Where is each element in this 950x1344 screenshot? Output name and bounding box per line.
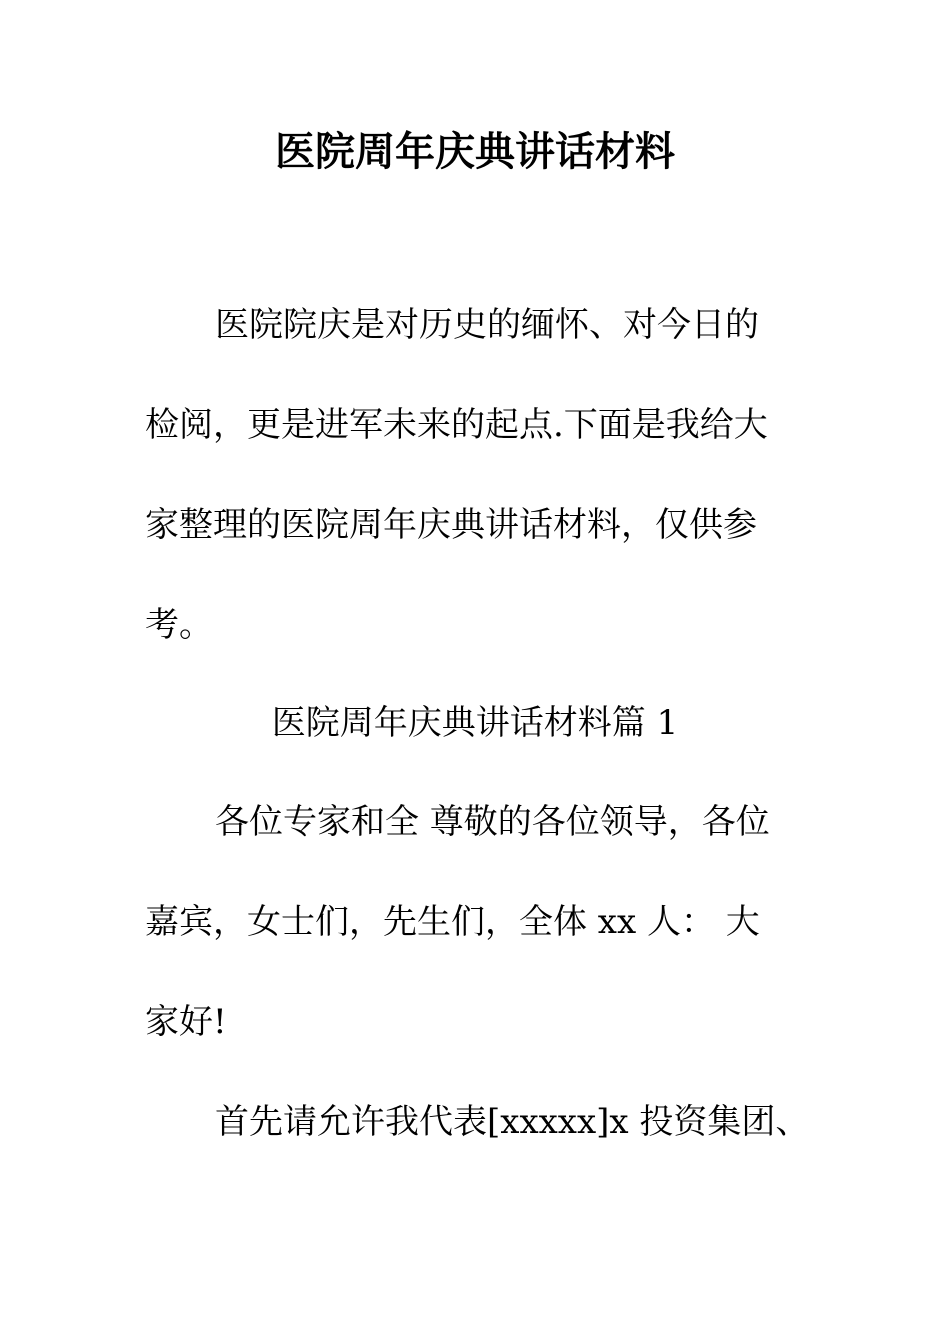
- intro-line-1: 医院院庆是对历史的缅怀、对今日的: [215, 305, 759, 345]
- body-line-1: 首先请允许我代表[xxxxx]x 投资集团、: [215, 1102, 810, 1142]
- intro-line-4: 考。: [145, 605, 213, 645]
- greeting-line-1: 各位专家和全 尊敬的各位领导，各位: [215, 802, 770, 842]
- section-heading: 医院周年庆典讲话材料篇 1: [271, 703, 679, 743]
- intro-line-3: 家整理的医院周年庆典讲话材料，仅供参: [145, 505, 757, 545]
- document-title: 医院周年庆典讲话材料: [275, 128, 675, 175]
- greeting-line-3: 家好!: [145, 1002, 227, 1042]
- greeting-line-2: 嘉宾，女士们，先生们，全体 xx 人： 大: [145, 902, 760, 942]
- intro-line-2: 检阅，更是进军未来的起点.下面是我给大: [145, 405, 768, 445]
